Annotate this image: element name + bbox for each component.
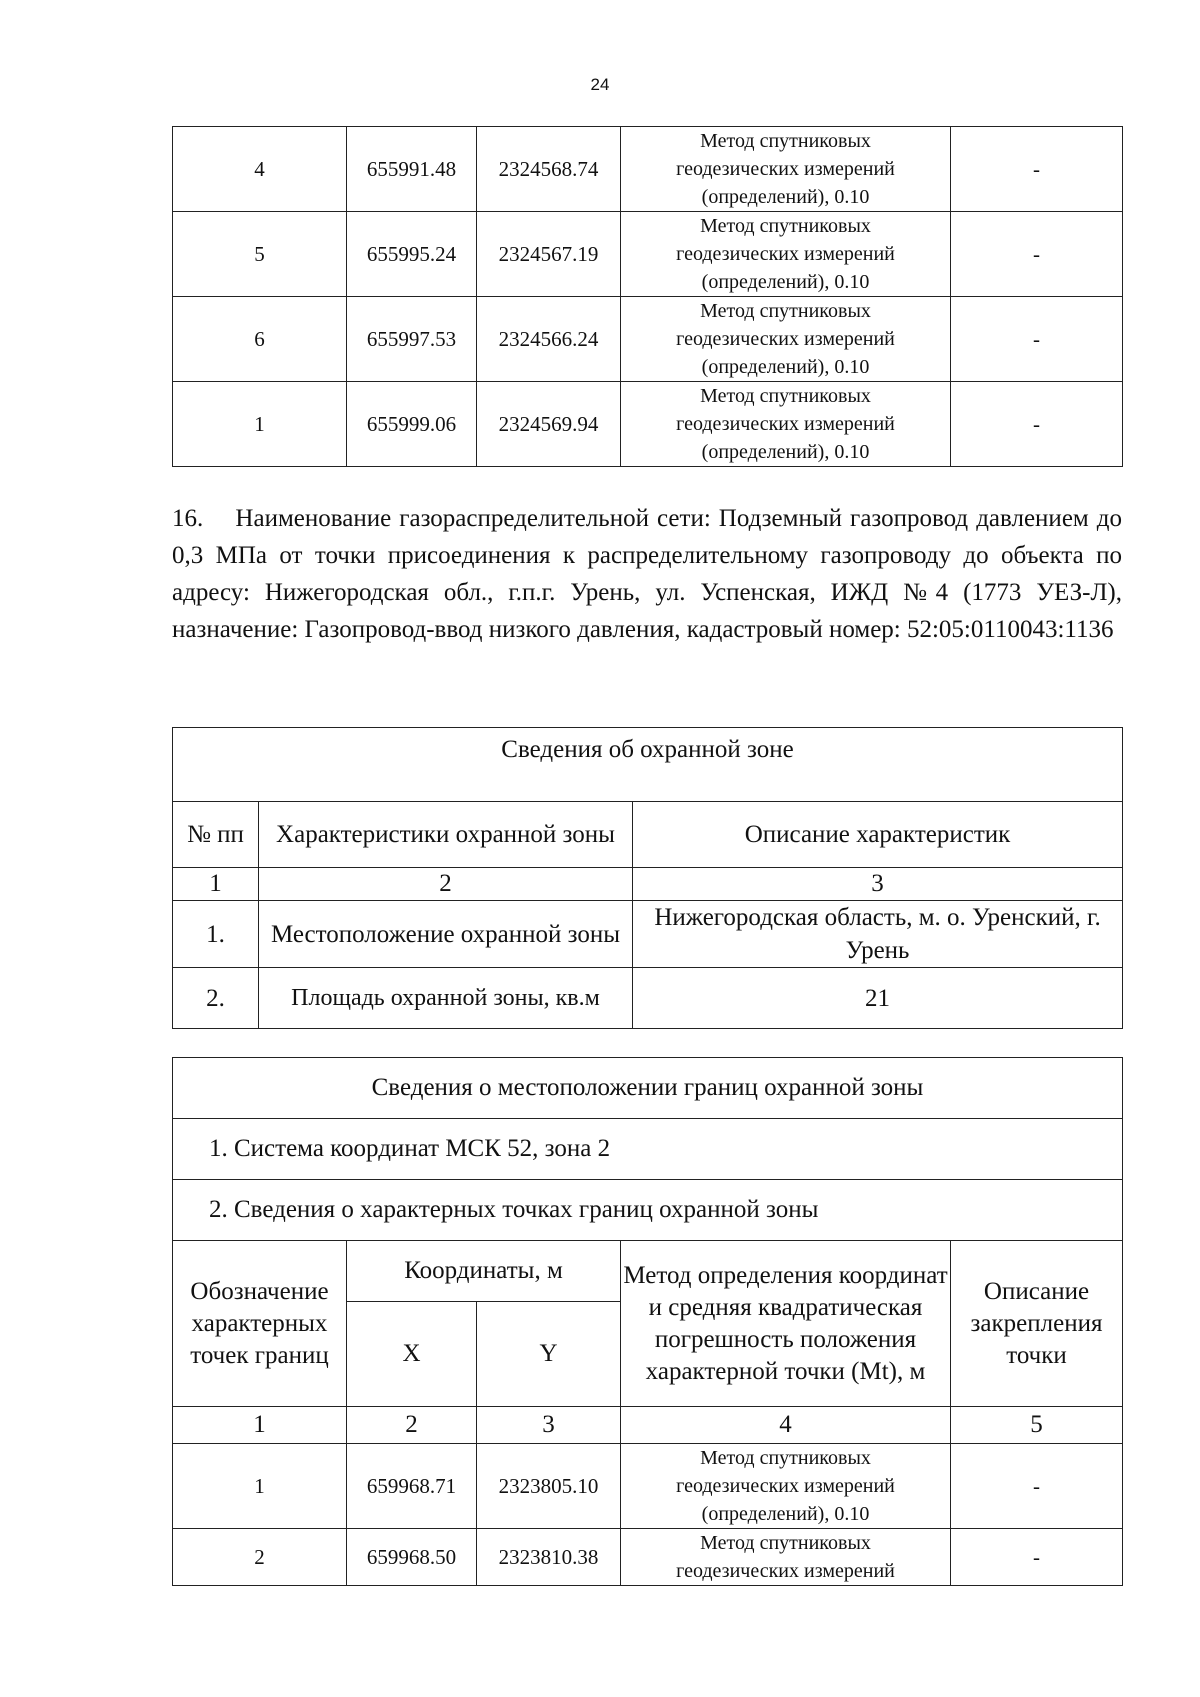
- table-title: Сведения об охранной зоне: [173, 728, 1123, 802]
- method-cell: Метод спутниковых геодезических измерений (определений), 0.10: [621, 297, 951, 382]
- coordinates-table-continued: [172, 126, 1123, 467]
- fix-description: -: [951, 212, 1123, 297]
- coord-x: 655991.48: [347, 127, 477, 212]
- column-header: № пп: [173, 802, 259, 868]
- column-header: X: [347, 1302, 477, 1407]
- table-row: [173, 1444, 1123, 1529]
- column-number: 1: [173, 868, 259, 901]
- fix-description: -: [951, 297, 1123, 382]
- point-number: 6: [173, 297, 347, 382]
- point-number: 1: [173, 382, 347, 467]
- point-number: 4: [173, 127, 347, 212]
- table-row: [173, 1529, 1123, 1586]
- fix-description: -: [951, 127, 1123, 212]
- column-header: Метод определения координат и средняя квадратическая погрешность положения характерной точки (Mt), м: [621, 1241, 951, 1407]
- fix-description: -: [951, 1444, 1123, 1529]
- coord-x: 659968.71: [347, 1444, 477, 1529]
- column-number: 1: [173, 1407, 347, 1444]
- method-cell: Метод спутниковых геодезических измерений: [621, 1529, 951, 1586]
- method-cell: Метод спутниковых геодезических измерений (определений), 0.10: [621, 1444, 951, 1529]
- column-number: 2: [259, 868, 633, 901]
- coord-x: 655997.53: [347, 297, 477, 382]
- table-title: Сведения о местоположении границ охранной зоны: [173, 1058, 1123, 1119]
- coord-y: 2324569.94: [477, 382, 621, 467]
- table-row: [173, 297, 1123, 382]
- table-row: [173, 212, 1123, 297]
- column-number: 3: [477, 1407, 621, 1444]
- method-cell: Метод спутниковых геодезических измерений (определений), 0.10: [621, 382, 951, 467]
- characteristic: Площадь охранной зоны, кв.м: [259, 968, 633, 1029]
- point-number: 5: [173, 212, 347, 297]
- characteristic: Местоположение охранной зоны: [259, 901, 633, 968]
- coord-y: 2323805.10: [477, 1444, 621, 1529]
- coord-y: 2324568.74: [477, 127, 621, 212]
- table-row: [173, 127, 1123, 212]
- table-row: [173, 968, 1123, 1029]
- page-number: 24: [590, 75, 610, 94]
- boundary-points-table: [172, 1057, 1123, 1586]
- column-number: 3: [633, 868, 1123, 901]
- coord-x: 655999.06: [347, 382, 477, 467]
- row-number: 1.: [173, 901, 259, 968]
- row-number: 2.: [173, 968, 259, 1029]
- method-cell: Метод спутниковых геодезических измерений (определений), 0.10: [621, 212, 951, 297]
- coord-y: 2324567.19: [477, 212, 621, 297]
- method-cell: Метод спутниковых геодезических измерений (определений), 0.10: [621, 127, 951, 212]
- column-header: Координаты, м: [347, 1241, 621, 1302]
- coord-y: 2324566.24: [477, 297, 621, 382]
- column-header: Y: [477, 1302, 621, 1407]
- characteristic-description: Нижегородская область, м. о. Уренский, г. Урень: [633, 901, 1123, 968]
- coord-x: 659968.50: [347, 1529, 477, 1586]
- protection-zone-table: [172, 727, 1123, 1029]
- column-header: Описание закрепления точки: [951, 1241, 1123, 1407]
- column-header: Описание характеристик: [633, 802, 1123, 868]
- coord-x: 655995.24: [347, 212, 477, 297]
- point-number: 1: [173, 1444, 347, 1529]
- points-subtitle: 2. Сведения о характерных точках границ охранной зоны: [173, 1180, 1123, 1241]
- fix-description: -: [951, 1529, 1123, 1586]
- column-header: Характеристики охранной зоны: [259, 802, 633, 868]
- point-number: 2: [173, 1529, 347, 1586]
- fix-description: -: [951, 382, 1123, 467]
- coordinate-system: 1. Система координат МСК 52, зона 2: [173, 1119, 1123, 1180]
- characteristic-description: 21: [633, 968, 1123, 1029]
- section-paragraph: 16. Наименование газораспределительной сети: Подземный газопровод давлением до 0,3 МПа от точки присоединения к распределительному газопроводу до объекта по адресу: Нижегородская обл., г.п.г. Урень, ул. Успенская, ИЖД №4 (1773 УЕЗ-Л), назначение: Газопровод-ввод низкого давления, кадастровый номер: 52:05:0110043:1136: [172, 505, 1122, 643]
- column-number: 5: [951, 1407, 1123, 1444]
- column-header: Обозначение характерных точек границ: [173, 1241, 347, 1407]
- coord-y: 2323810.38: [477, 1529, 621, 1586]
- column-number: 4: [621, 1407, 951, 1444]
- column-number: 2: [347, 1407, 477, 1444]
- table-row: [173, 901, 1123, 968]
- table-row: [173, 382, 1123, 467]
